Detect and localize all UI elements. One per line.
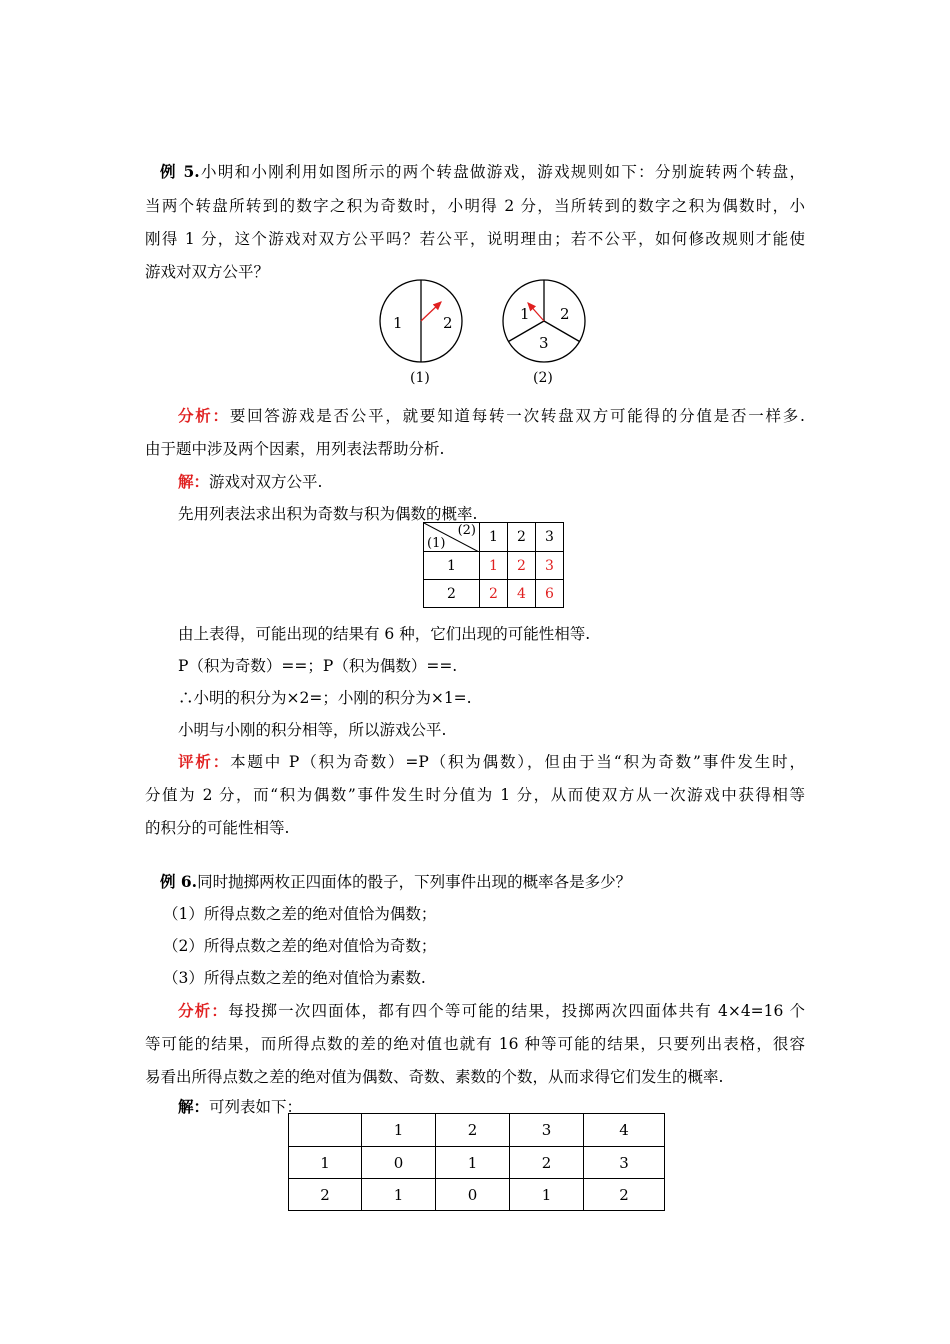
ex5-cell: 1	[480, 552, 508, 580]
ex5-corner-row-label: (1)	[427, 536, 446, 551]
ex6-solution-label: 解：	[178, 1097, 210, 1116]
ex5-col-header: 3	[536, 523, 564, 552]
ex6-question-3: （3）所得点数之差的绝对值恰为素数.	[163, 969, 426, 987]
ex6-analysis-text1: 每投掷一次四面体，都有四个等可能的结果，投掷两次四面体共有 4×4=16 个	[228, 1002, 805, 1020]
table-row	[289, 1179, 665, 1211]
spinner-1	[380, 280, 462, 386]
spinner-2-pointer	[528, 303, 544, 321]
ex5-after-line2: P（积为奇数）==；P（积为偶数）==.	[178, 657, 458, 675]
ex5-line1	[160, 162, 805, 182]
ex6-question-1: （1）所得点数之差的绝对值恰为偶数；	[163, 905, 437, 923]
ex6-analysis-line2: 等可能的结果，而所得点数的差的绝对值也就有 16 种等可能的结果，只要列出表格，很容	[145, 1035, 805, 1053]
ex5-line4: 游戏对双方公平？	[145, 263, 270, 281]
table-row	[424, 580, 564, 608]
ex5-analysis-label: 分析：	[178, 406, 230, 425]
table-row	[424, 552, 564, 580]
ex6-cell: 1	[436, 1147, 510, 1179]
ex6-line1-text: 同时抛掷两枚正四面体的骰子，下列事件出现的概率各是多少？	[197, 873, 632, 891]
ex6-row-header: 2	[289, 1179, 362, 1211]
table-row	[289, 1147, 665, 1179]
ex5-row-header: 1	[424, 552, 480, 580]
ex5-cell: 2	[508, 552, 536, 580]
ex6-col-header: 1	[362, 1114, 436, 1147]
spinner-2-num-1: 1	[520, 305, 530, 323]
ex5-table-corner	[424, 523, 480, 552]
ex5-solution-text1: 游戏对双方公平.	[209, 473, 323, 491]
ex6-cell: 0	[362, 1147, 436, 1179]
ex6-cell: 2	[584, 1179, 665, 1211]
ex5-comment-line1	[178, 752, 805, 772]
spinner-2-num-2: 2	[560, 305, 570, 323]
ex5-product-table	[423, 522, 564, 608]
ex6-question-2: （2）所得点数之差的绝对值恰为奇数；	[163, 937, 437, 955]
ex6-line1	[160, 872, 950, 892]
ex5-solution-line2: 先用列表法求出积为奇数与积为偶数的概率.	[178, 505, 478, 523]
ex5-comment-text1: 本题中 P（积为奇数）=P（积为偶数），但由于当“积为奇数”事件发生时，	[230, 753, 805, 771]
spinner-2	[503, 280, 585, 386]
ex5-solution-line1	[178, 472, 950, 492]
ex6-analysis-line3: 易看出所得点数之差的绝对值为偶数、奇数、素数的个数，从而求得它们发生的概率.	[145, 1068, 724, 1086]
spinner-2-num-3: 3	[539, 334, 549, 352]
ex5-comment-label: 评析：	[178, 752, 231, 771]
ex6-row-header: 1	[289, 1147, 362, 1179]
ex5-row-header: 2	[424, 580, 480, 608]
ex5-corner-col-label: (2)	[457, 523, 476, 538]
ex5-after-line1: 由上表得，可能出现的结果有 6 种，它们出现的可能性相等.	[178, 625, 591, 643]
ex6-solution-text1: 可列表如下：	[209, 1098, 303, 1116]
ex5-line3: 刚得 1 分，这个游戏对双方公平吗？若公平，说明理由；若不公平，如何修改规则才能使	[145, 230, 805, 248]
ex5-col-header: 1	[480, 523, 508, 552]
ex6-cell: 1	[362, 1179, 436, 1211]
ex5-cell: 2	[480, 580, 508, 608]
ex5-comment-line2: 分值为 2 分，而“积为偶数”事件发生时分值为 1 分，从而使双方从一次游戏中获得相等	[145, 786, 805, 804]
ex6-col-header: 3	[510, 1114, 584, 1147]
ex5-after-line4: 小明与小刚的积分相等，所以游戏公平.	[178, 721, 447, 739]
spinner-figure	[370, 275, 600, 390]
ex6-difference-table	[288, 1113, 665, 1211]
ex5-col-header: 2	[508, 523, 536, 552]
ex5-line1-text: 小明和小刚利用如图所示的两个转盘做游戏，游戏规则如下：分别旋转两个转盘，	[199, 163, 806, 181]
ex6-cell: 2	[510, 1147, 584, 1179]
ex6-cell: 3	[584, 1147, 665, 1179]
spinner-1-num-1: 1	[393, 314, 403, 332]
spinner-1-num-2: 2	[443, 314, 453, 332]
spinner-2-caption: (2)	[533, 370, 553, 386]
ex5-cell: 3	[536, 552, 564, 580]
spinner-1-caption: (1)	[410, 370, 430, 386]
ex5-cell: 4	[508, 580, 536, 608]
ex5-cell: 6	[536, 580, 564, 608]
ex6-analysis-line1	[178, 1001, 805, 1021]
spinner-1-pointer	[421, 302, 441, 321]
ex6-cell: 0	[436, 1179, 510, 1211]
ex5-after-line3: ∴小明的积分为×2=；小刚的积分为×1=.	[178, 689, 472, 707]
ex5-label: 例 5.	[160, 162, 200, 181]
ex6-col-header: 4	[584, 1114, 665, 1147]
ex5-analysis-line2: 由于题中涉及两个因素，用列表法帮助分析.	[145, 440, 445, 458]
ex5-analysis-text1: 要回答游戏是否公平，就要知道每转一次转盘双方可能得的分值是否一样多.	[229, 407, 805, 425]
ex5-solution-label: 解：	[178, 472, 210, 491]
ex5-comment-line3: 的积分的可能性相等.	[145, 819, 290, 837]
ex6-cell: 1	[510, 1179, 584, 1211]
ex6-label: 例 6.	[160, 872, 198, 891]
ex6-col-header: 2	[436, 1114, 510, 1147]
ex6-table-corner	[289, 1114, 362, 1147]
ex5-analysis-line1	[178, 406, 805, 426]
ex5-line2: 当两个转盘所转到的数字之积为奇数时，小明得 2 分，当所转到的数字之积为偶数时，小	[145, 197, 805, 215]
ex6-analysis-label: 分析：	[178, 1001, 229, 1020]
